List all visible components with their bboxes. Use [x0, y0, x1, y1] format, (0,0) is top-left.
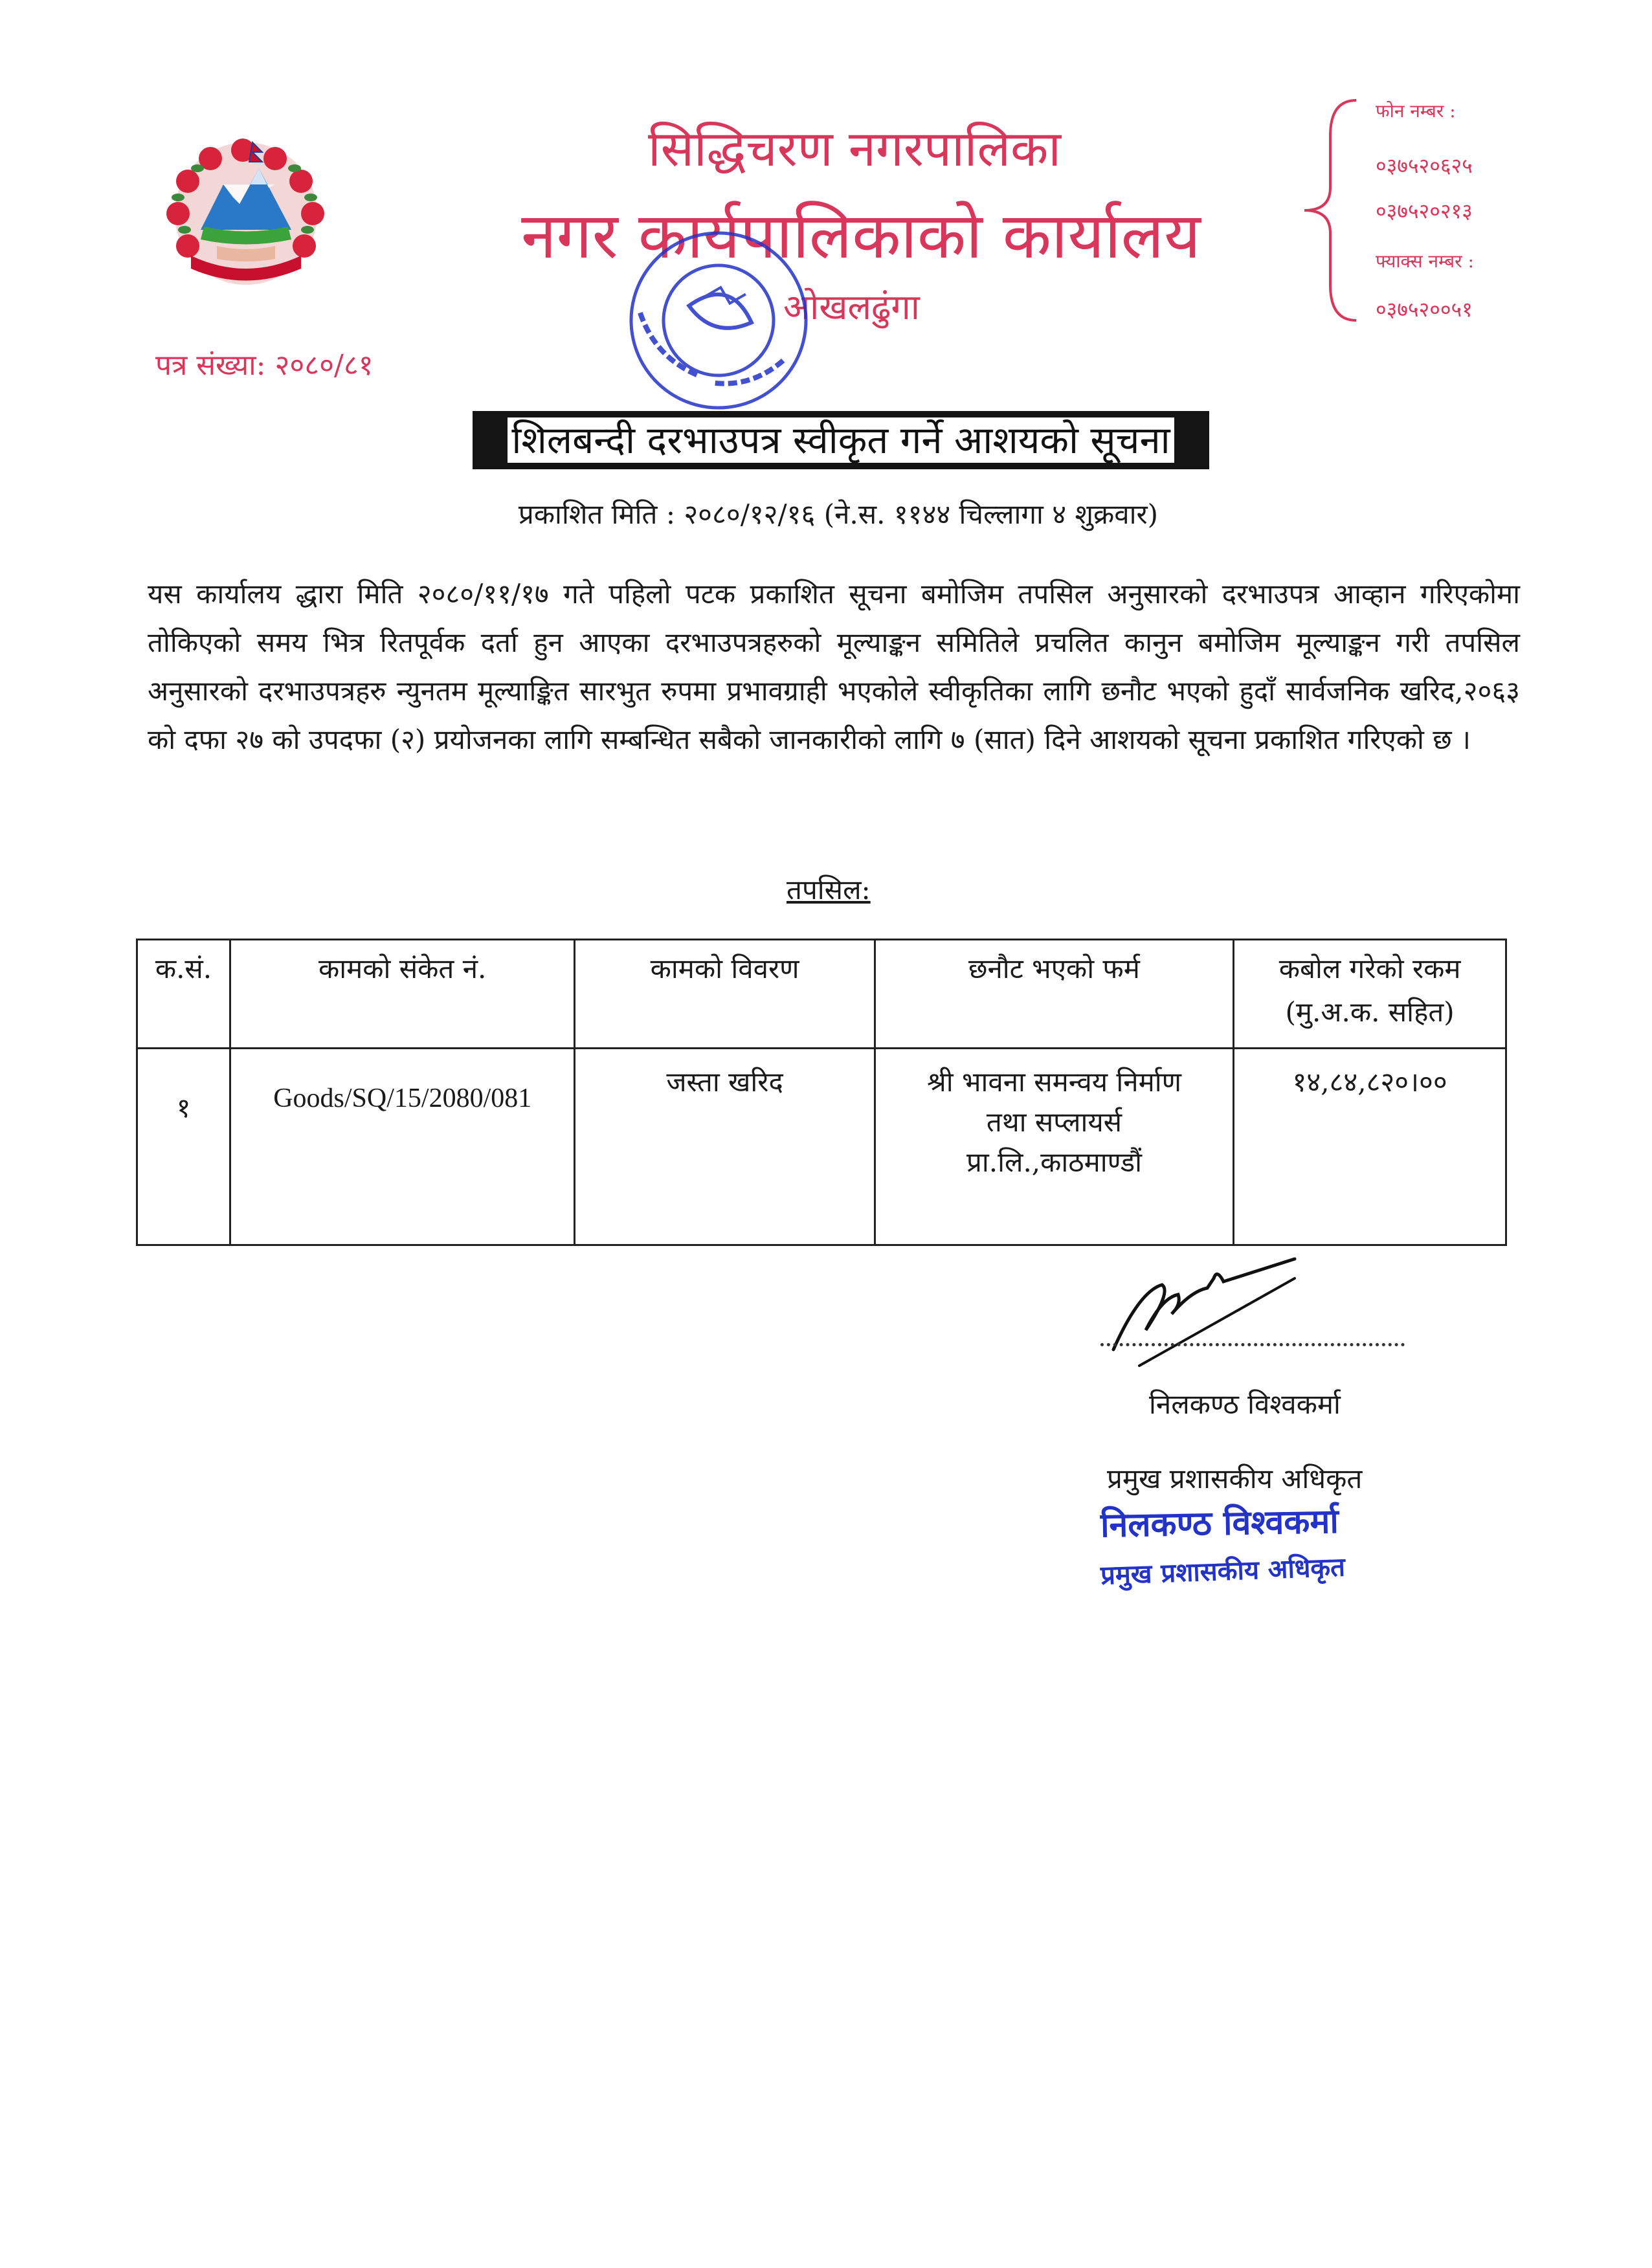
- cell-serial: १: [137, 1049, 230, 1245]
- header-firm: छनौट भएको फर्म: [875, 940, 1234, 1049]
- phone-label: फोन नम्बर :: [1376, 100, 1456, 122]
- office-name: नगर कार्यपालिकाको कार्यालय: [521, 199, 1201, 273]
- nepal-emblem-icon: [139, 123, 353, 304]
- fax-label: फ्याक्स नम्बर :: [1376, 250, 1474, 272]
- table-header-row: [137, 940, 1506, 1049]
- signer-title: प्रमुख प्रशासकीय अधिकृत: [1107, 1463, 1363, 1495]
- firm-line-3: प्रा.लि.,काठमाण्डौं: [966, 1146, 1142, 1178]
- office-location: ओखलढुंगा: [783, 287, 920, 328]
- cell-code: Goods/SQ/15/2080/081: [230, 1049, 574, 1245]
- signature-line: [1100, 1343, 1405, 1346]
- notice-title-text: शिलबन्दी दरभाउपत्र स्वीकृत गर्ने आशयको सूचना: [508, 417, 1174, 463]
- header-amount-line2: (मु.अ.क. सहित): [1285, 996, 1455, 1028]
- cell-firm: [875, 1049, 1234, 1245]
- title-stamp: प्रमुख प्रशासकीय अधिकृत: [1100, 1552, 1346, 1591]
- office-stamp-icon: [602, 223, 835, 417]
- municipality-name: सिद्धिचरण नगरपालिका: [647, 120, 1062, 177]
- fax-number: ०३७५२००५१: [1376, 297, 1473, 322]
- header-amount-line1: कबोल गरेको रकम: [1278, 953, 1461, 984]
- header-description: कामको विवरण: [575, 940, 875, 1049]
- signature-icon: [1100, 1252, 1314, 1369]
- cell-description: जस्ता खरिद: [575, 1049, 875, 1245]
- details-heading: तपसिल:: [787, 874, 871, 906]
- notice-title: [473, 411, 1209, 469]
- header-serial: क.सं.: [137, 940, 230, 1049]
- name-stamp: निलकण्ठ विश्वकर्मा: [1100, 1502, 1339, 1546]
- header-code: कामको संकेत नं.: [230, 940, 574, 1049]
- letter-number: पत्र संख्या: २०८०/८१: [155, 349, 374, 382]
- firm-line-2: तथा सप्लायर्स: [986, 1106, 1122, 1138]
- phone-number-2: ०३७५२०२१३: [1376, 199, 1473, 223]
- notice-body: यस कार्यालय द्धारा मिति २०८०/११/१७ गते पहिलो पटक प्रकाशित सूचना बमोजिम तपसिल अनुसारको दरभाउपत्र आव्हान गरिएकोमा तोकिएको समय भित्र रितपूर्वक दर्ता हुन आएका दरभाउपत्रहरुको मूल्याङ्कन समितिले प्रचलित कानुन बमोजिम मूल्याङ्कन गरी तपसिल अनुसारको दरभाउपत्रहरु न्युनतम मूल्याङ्कित सारभुत रुपमा प्रभावग्राही भएकोले स्वीकृतिका लागि छनौट भएको हुदाँ सार्वजनिक खरिद,२०६३ को दफा २७ को उपदफा (२) प्रयोजनका लागि सम्बन्धित सबैको जानकारीको लागि ७ (सात) दिने आशयको सूचना प्रकाशित गरिएको छ ।: [148, 578, 1520, 755]
- phone-number-1: ०३७५२०६२५: [1376, 153, 1473, 178]
- table-row: [137, 1049, 1506, 1245]
- header-amount: [1234, 940, 1506, 1049]
- firm-line-1: श्री भावना समन्वय निर्माण: [927, 1066, 1181, 1098]
- details-table: [136, 939, 1507, 1246]
- brace-icon: [1301, 97, 1359, 324]
- publish-date: प्रकाशित मिति : २०८०/१२/१६ (ने.स. ११४४ चिल्लागा ४ शुक्रवार): [518, 498, 1159, 530]
- cell-amount: १४,८४,८२०।००: [1234, 1049, 1506, 1245]
- signer-name: निलकण्ठ विश्वकर्मा: [1149, 1388, 1341, 1420]
